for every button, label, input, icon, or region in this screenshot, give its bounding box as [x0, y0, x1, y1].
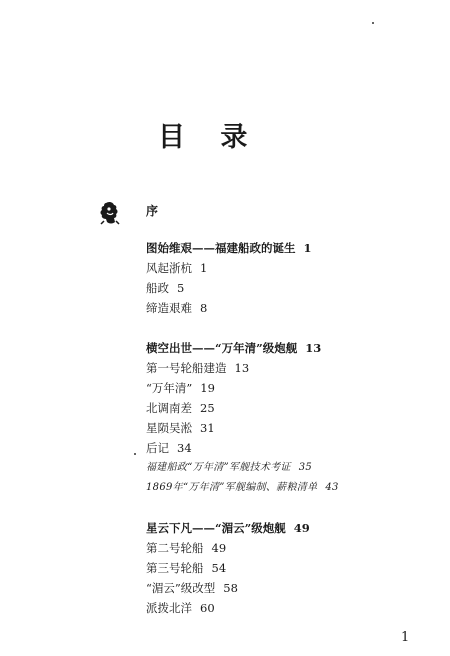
entry-text: 风起浙杭 — [146, 261, 192, 275]
entry-text: 星云下凡——“湄云”级炮舰 — [146, 521, 286, 535]
toc-entry[interactable] — [146, 438, 436, 458]
entry-page: 58 — [223, 581, 238, 595]
entry-text: 福建船政“万年清”军舰技术考证 — [146, 462, 291, 473]
toc-section-heading[interactable] — [146, 518, 436, 538]
scan-speck — [372, 22, 374, 24]
decorative-figure-icon — [97, 200, 123, 226]
entry-text: “万年清” — [146, 381, 193, 395]
entry-text: 横空出世——“万年清”级炮舰 — [146, 341, 298, 355]
toc-entry[interactable] — [146, 278, 436, 298]
entry-text: 第二号轮船 — [146, 541, 204, 555]
toc-section — [146, 338, 436, 498]
toc-section-heading[interactable] — [146, 338, 436, 358]
toc-entry[interactable] — [146, 378, 436, 398]
toc-entry[interactable] — [146, 358, 436, 378]
entry-page: 13 — [234, 361, 250, 375]
entry-page: 25 — [200, 401, 215, 415]
toc-section-heading[interactable] — [146, 238, 436, 258]
scan-speck — [134, 453, 136, 455]
toc-list — [146, 238, 436, 638]
entry-text: 1869年“万年清”军舰编制、薪粮清单 — [146, 482, 318, 493]
page-title: 目 录 — [158, 122, 261, 153]
entry-page: 54 — [211, 561, 227, 575]
entry-page: 35 — [298, 462, 313, 473]
entry-text: 派拨北洋 — [146, 601, 192, 615]
toc-section — [146, 518, 436, 618]
entry-text: 图始维艰——福建船政的诞生 — [146, 241, 296, 255]
entry-text: 缔造艰难 — [146, 301, 192, 315]
entry-page: 8 — [200, 301, 208, 315]
toc-entry[interactable] — [146, 418, 436, 438]
entry-page: 31 — [200, 421, 215, 435]
toc-entry[interactable] — [146, 478, 436, 498]
entry-page: 5 — [177, 281, 185, 295]
page-number: 1 — [401, 630, 410, 645]
entry-page: 49 — [293, 521, 310, 535]
toc-entry[interactable] — [146, 298, 436, 318]
toc-entry[interactable] — [146, 578, 436, 598]
entry-text: 后记 — [146, 441, 169, 455]
entry-page: 34 — [177, 441, 192, 455]
entry-text: “湄云”级改型 — [146, 581, 216, 595]
toc-entry[interactable] — [146, 398, 436, 418]
entry-text: 船政 — [146, 281, 169, 295]
entry-page: 13 — [305, 341, 322, 355]
entry-text: 第一号轮船建造 — [146, 361, 227, 375]
entry-page: 43 — [325, 482, 339, 493]
toc-entry[interactable] — [146, 258, 436, 278]
entry-page: 49 — [211, 541, 227, 555]
entry-text: 星陨吴淞 — [146, 421, 192, 435]
toc-entry[interactable] — [146, 458, 436, 478]
toc-entry[interactable] — [146, 558, 436, 578]
toc-entry[interactable] — [146, 538, 436, 558]
entry-page: 1 — [200, 261, 208, 275]
entry-page: 1 — [303, 241, 312, 255]
entry-page: 19 — [200, 381, 215, 395]
entry-page: 60 — [200, 601, 215, 615]
toc-entry[interactable] — [146, 598, 436, 618]
preface-entry[interactable]: 序 — [146, 204, 159, 218]
toc-section — [146, 238, 436, 318]
entry-text: 第三号轮船 — [146, 561, 204, 575]
entry-text: 北调南差 — [146, 401, 192, 415]
